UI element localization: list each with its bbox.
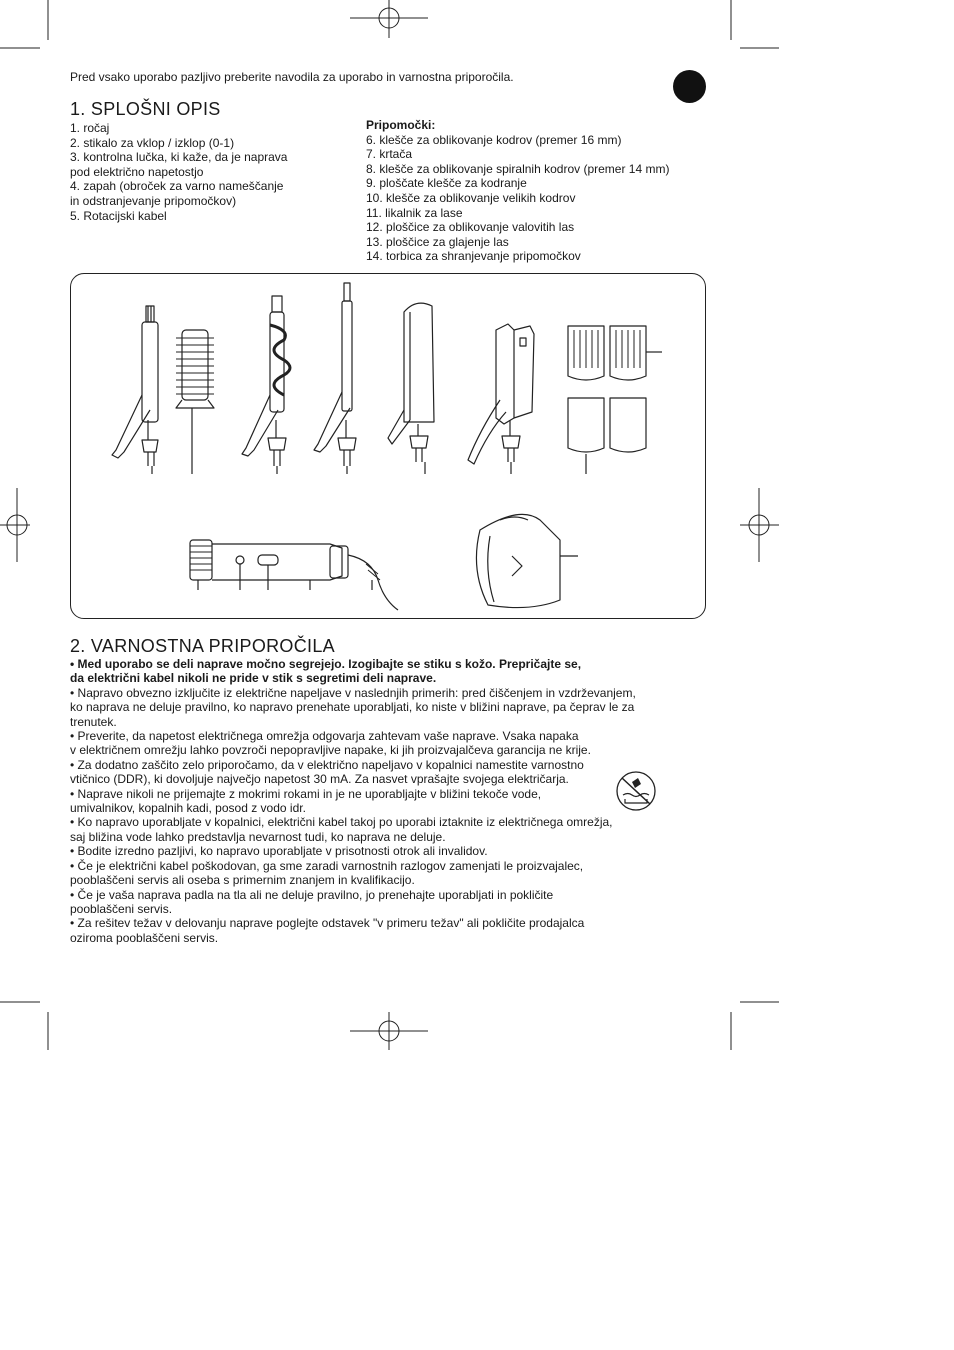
safety-paragraph <box>70 859 690 888</box>
accessories-item: 13. ploščice za glajenje las <box>366 234 509 249</box>
smoothing-plates-drawing <box>568 398 646 474</box>
safety-line: vtičnico (DDR), ki dovoljuje največjo napetost 30 mA. Za nasvet vprašajte svojega električarja. <box>70 772 569 787</box>
safety-line: • Naprave nikoli ne prijemajte z mokrimi rokami in je ne uporabljajte v bližini tekoče vode, <box>70 786 542 801</box>
heat-warning-line: • Med uporabo se deli naprave močno segrejejo. Izogibajte se stiku s kožo. Prepričajte se, <box>70 657 582 671</box>
accessories-item: 12. ploščice za oblikovanje valovitih las <box>366 220 575 235</box>
brush-drawing <box>176 330 214 474</box>
safety-line: pooblaščeni servis ali oseba s primernim znanjem in kvalifikacijo. <box>70 873 415 888</box>
storage-bag-drawing <box>476 514 578 607</box>
safety-paragraph <box>70 815 690 844</box>
safety-line: pooblaščeni servis. <box>70 901 173 916</box>
accessories-item: 9. ploščate klešče za kodranje <box>366 176 527 191</box>
safety-line: • Ko napravo uporabljate v kopalnici, električni kabel takoj po uporabi iztaknite iz električnega omrežja, <box>70 815 613 830</box>
accessories-item: 14. torbica za shranjevanje pripomočkov <box>366 249 581 264</box>
safety-paragraph <box>70 888 690 917</box>
safety-line: • Za dodatno zaščito zelo priporočamo, da v električno napeljavo v kopalnici namestite varnostno <box>70 757 584 772</box>
intro-text: Pred vsako uporabo pazljivo preberite navodila za uporabo in varnostna priporočila. <box>70 70 514 84</box>
safety-paragraph <box>70 729 690 758</box>
safety-line: umivalnikov, kopalnih kadi, posod z vodo idr. <box>70 801 306 816</box>
spiral-tong-drawing <box>242 296 290 474</box>
safety-paragraph <box>70 758 690 787</box>
large-curler-tong-drawing <box>388 303 434 474</box>
accessories-item: 11. likalnik za lase <box>366 205 463 220</box>
curling-tong-16mm-drawing <box>112 306 158 474</box>
safety-line: trenutek. <box>70 714 117 729</box>
accessories-item: 10. klešče za oblikovanje velikih kodrov <box>366 190 576 205</box>
accessories-item: 8. klešče za oblikovanje spiralnih kodrov (premer 14 mm) <box>366 161 670 176</box>
safety-line: • Napravo obvezno izključite iz električne napeljave v naslednjih primerih: pred čiščenjem in vzdrževanjem, <box>70 685 636 700</box>
section-2-title: 2. VARNOSTNA PRIPOROČILA <box>70 636 335 656</box>
safety-line: • Če je električni kabel poškodovan, ga sme zaradi varnostnih razlogov zamenjati le proizvajalec, <box>70 858 584 873</box>
safety-paragraph <box>70 787 690 816</box>
flat-tong-drawing <box>314 283 356 474</box>
hair-straightener-drawing <box>468 324 534 474</box>
parts-item: in odstranjevanje pripomočkov) <box>70 193 237 208</box>
safety-paragraph <box>70 916 690 945</box>
safety-line: • Če je vaša naprava padla na tla ali ne deluje pravilno, jo prenehajte uporabljati in pokličite <box>70 887 554 902</box>
parts-item: pod električno napetostjo <box>70 164 204 179</box>
safety-paragraph <box>70 686 690 729</box>
no-water-warning-icon <box>614 770 658 812</box>
accessories-item: 6. klešče za oblikovanje kodrov (premer 16 mm) <box>366 132 622 147</box>
safety-line: ko naprava ne deluje pravilno, ko napravo prenehate uporabljati, ko niste v bližini naprave, pa čeprav le za <box>70 700 635 715</box>
wave-plates-drawing <box>568 326 662 380</box>
accessories-item: 7. krtača <box>366 147 413 162</box>
accessories-title: Pripomočki: <box>366 118 436 132</box>
safety-paragraph <box>70 844 690 858</box>
heat-warning <box>70 657 690 686</box>
safety-line: • Preverite, da napetost električnega omrežja odgovarja zahtevam vaše naprave. Vsaka napaka <box>70 729 579 744</box>
heat-warning-line: da električni kabel nikoli ne pride v stik s segretimi deli naprave. <box>70 671 437 686</box>
safety-line: oziroma pooblaščeni servis. <box>70 930 219 945</box>
safety-recommendations <box>70 657 690 945</box>
parts-item: 3. kontrolna lučka, ki kaže, da je naprava <box>70 150 288 165</box>
parts-item: 4. zapah (obroček za varno nameščanje <box>70 179 284 194</box>
parts-item: 1. ročaj <box>70 121 110 135</box>
section-1-title: 1. SPLOŠNI OPIS <box>70 99 221 119</box>
safety-line: saj bližina vode lahko predstavlja nevarnost tudi, ko naprava ne deluje. <box>70 829 446 844</box>
safety-line: • Za rešitev težav v delovanju naprave poglejte odstavek "v primeru težav" ali pokličite prodajalca <box>70 916 585 931</box>
safety-line: v električnem omrežju lahko povzroči nepopravljive napake, ki jih proizvajalčeva garancija ne krije. <box>70 743 591 758</box>
safety-line: • Bodite izredno pazljivi, ko napravo uporabljate v prisotnosti otrok ali invalidov. <box>70 844 488 859</box>
handle-drawing <box>190 540 398 610</box>
parts-item: 2. stikalo za vklop / izklop (0-1) <box>70 135 235 150</box>
parts-item: 5. Rotacijski kabel <box>70 208 167 223</box>
